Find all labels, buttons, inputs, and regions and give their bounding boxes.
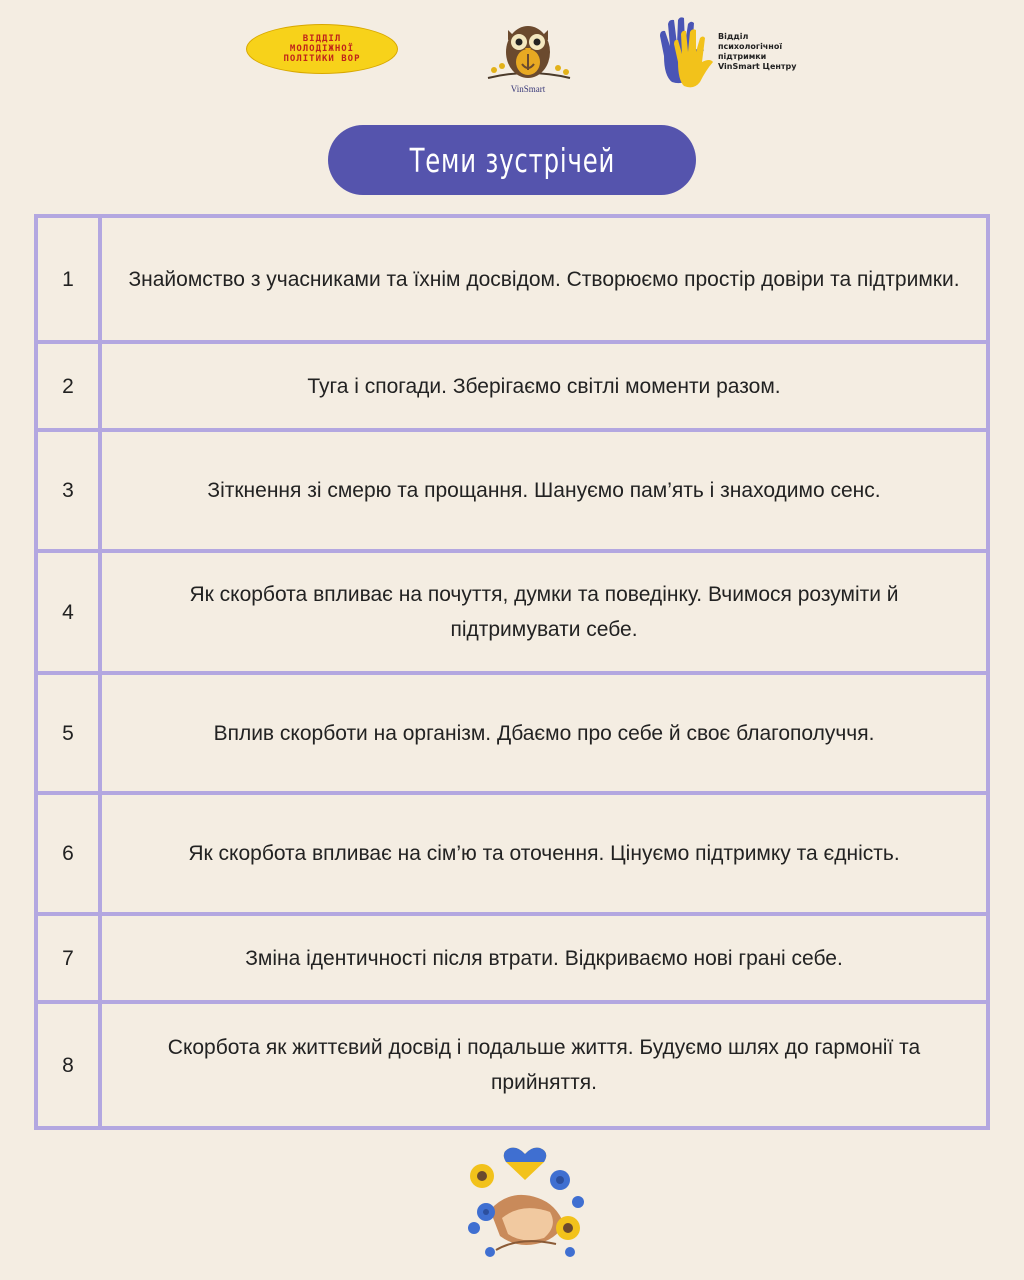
topic-text: Скорбота як життєвий досвід і подальше життя. Будуємо шлях до гармонії та прийняття.: [100, 1002, 988, 1128]
topic-text: Зміна ідентичності після втрати. Відкриваємо нові грані себе.: [100, 914, 988, 1002]
footer-illustration: [460, 1140, 590, 1266]
table-row: [36, 1002, 988, 1128]
logo-left-line-1: ВІДДІЛ: [302, 34, 342, 44]
table-row: [36, 430, 988, 551]
owl-logo: [478, 20, 578, 102]
logo-left-line-3: ПОЛІТИКИ ВОР: [283, 54, 361, 64]
topic-number: 5: [36, 673, 100, 793]
hands-logo: [656, 16, 826, 90]
topic-number: 8: [36, 1002, 100, 1128]
table-row: [36, 673, 988, 793]
hands-logo-line-1: Відділ: [718, 32, 749, 41]
youth-policy-logo: [246, 24, 398, 74]
topic-number: 2: [36, 342, 100, 430]
hands-logo-line-2: психологічної: [718, 42, 783, 51]
topic-text: Туга і спогади. Зберігаємо світлі моменти разом.: [100, 342, 988, 430]
header-logos: [0, 0, 1024, 110]
hands-logo-line-3: підтримки: [718, 52, 767, 61]
topic-number: 6: [36, 793, 100, 914]
page-title: Теми зустрічей: [409, 140, 615, 180]
title-banner: [328, 125, 696, 195]
topic-text: Як скорбота впливає на почуття, думки та поведінку. Вчимося розуміти й підтримувати себе.: [100, 551, 988, 673]
topic-text: Знайомство з учасниками та їхнім досвідом. Створюємо простір довіри та підтримки.: [100, 216, 988, 342]
table-row: [36, 216, 988, 342]
topic-number: 3: [36, 430, 100, 551]
logo-left-line-2: МОЛОДІЖНОЇ: [289, 44, 355, 54]
table-row: [36, 551, 988, 673]
owl-logo-brand: VinSmart: [510, 84, 546, 94]
table-row: [36, 914, 988, 1002]
topic-number: 1: [36, 216, 100, 342]
table-row: [36, 342, 988, 430]
hands-logo-line-4: VinSmart Центру: [718, 62, 797, 71]
hands-icon: [656, 16, 718, 90]
topic-text: Вплив скорботи на організм. Дбаємо про себе й своє благополуччя.: [100, 673, 988, 793]
owl-icon: [478, 20, 578, 86]
topic-number: 7: [36, 914, 100, 1002]
topic-text: Зіткнення зі смерю та прощання. Шануємо пам’ять і знаходимо сенс.: [100, 430, 988, 551]
heart-hands-sunflowers-icon: [460, 1140, 590, 1266]
topics-table: [34, 214, 990, 1130]
table-row: [36, 793, 988, 914]
topic-number: 4: [36, 551, 100, 673]
topic-text: Як скорбота впливає на сім’ю та оточення. Цінуємо підтримку та єдність.: [100, 793, 988, 914]
